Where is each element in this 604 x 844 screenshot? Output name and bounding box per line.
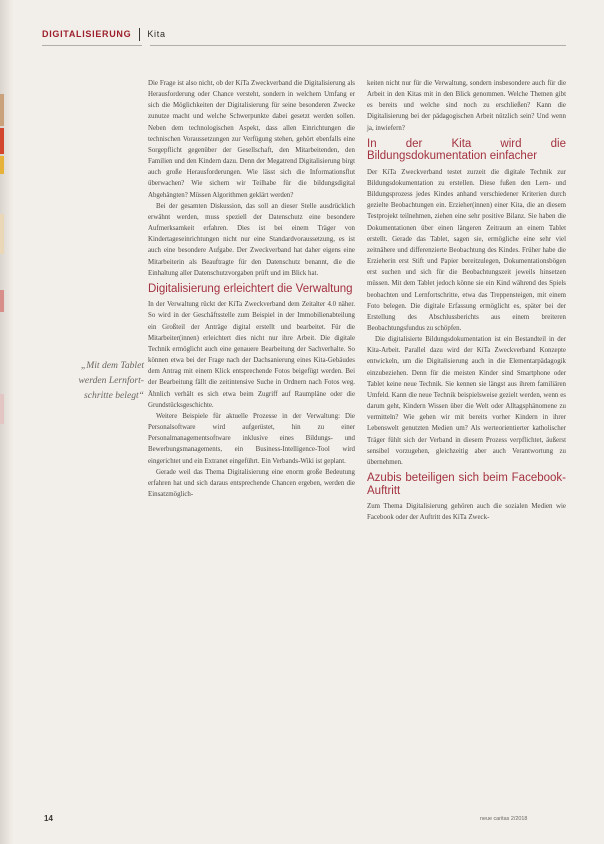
paragraph: Die Frage ist also nicht, ob der KiTa Zweckverband die Digitalisierung als Herausforderung oder Chance versteht, sondern in welchem Umfang er sich die Möglichkeiten der Digitalisierung für seine besonderen Zwecke zunutze macht und welche Schwerpunkte dabei gesetzt werden sollen. Neben dem technologischen Aspekt, dass allen Einrichtungen die technischen Voraussetzungen zur Verfügung stehen, gehört ebenfalls eine Sorgepflicht gegenüber der Gesellschaft, den Mitarbeitenden, den Familien und den Kindern dazu. Denn der Megatrend Digitalisierung birgt auch große Herausforderungen. Wie lässt sich die Informationsflut überwachen? Wie sichern wir Teilhabe für die bildungsdigital Abgehängten? Müssen Algorithmen geklärt werden? <box>148 80 355 199</box>
header-subsection: Kita <box>147 29 166 39</box>
page-number: 14 <box>44 814 53 823</box>
paragraph: Weitere Beispiele für aktuelle Prozesse in der Verwaltung: Die Personalsoftware wird aufgerüstet, hin zu einer Personalmanagementsoftware inklusive eines Bildungs- und Bewerbungsmanagements, ein Business-Intelligence-Tool wird eingerichtet und ein Extranet eingeführt. Ein Verbands-Wiki ist geplant. <box>148 412 355 465</box>
article-column-right <box>367 78 566 523</box>
header-rule-right <box>150 45 566 46</box>
paragraph: Der KiTa Zweckverband testet zurzeit die digitale Technik zur Bildungsdokumentation zu erstellen. Diese fußen den Lern- und Bildungsprozess jedes Kindes anhand verschiedener Kriterien durch gezielte Beobachtungen ein. Erzieher(innen) einer Kita, die an diesem Testprojekt teilnehmen, ziehen eine sehr positive Bilanz. Sie haben die Dokumentationen über einen längeren Zeitraum an einem Tablet erstellt. Gerade das Tablet, sagen sie, ermögliche eine sehr viel zeitnähere und differenzierte Beobachtung des Kindes. Früher habe die Erzieherin erst Stift und Papier bereitzulegen, Dokumentationsbögen erst suchen und sich für die Beobachtungszeit jeweils hinsetzen müssen. Mit dem Tablet jedoch könne sie ein Kind während des Spiels beobachten und Lernfortschritte, etwa das Treppensteigen, mit einem Foto belegen. Die digitale Erfassung ermöglicht es, später bei der Erstellung des Abschlussberichts aus einem breiteren Beobachtungsfundus zu schöpfen. <box>367 168 566 332</box>
header-section: DIGITALISIERUNG <box>42 29 132 39</box>
section-heading: Azubis beteiligen sich beim Facebook-Auftritt <box>367 472 566 497</box>
paragraph: Die digitalisierte Bildungsdokumentation ist ein Bestandteil in der Kita-Arbeit. Parallel dazu wird der KiTa Zweckverband Konzepte entwickeln, um die Digitalisierung auch in die Elementarpädagogik einzubeziehen. Denn für die meisten Kinder sind Smartphone oder Tablet keine neue Technik. Sie kennen sie längst aus ihrem familiären Umfeld. Kann die neue Technik beispielsweise gezielt werden, wenn es darum geht, Kindern Wissen über die Welt oder Alltagsphänomene zu vermitteln? Wie gehen wir mit bereits vorher Kindern in ihrer Lebenswelt genutzten Medien um? Als werteorientierter katholischer Träger fühlt sich der Verband in diesem Prozess verpflichtet, äußerst sensibel vorzugehen, gleichzeitig aber auch Verantwortung zu übernehmen. <box>367 336 566 466</box>
section-heading: Digitalisierung erleichtert die Verwaltung <box>148 282 353 295</box>
header-rule-left <box>42 45 142 46</box>
header-divider <box>139 28 140 41</box>
running-header <box>42 24 166 44</box>
paragraph: Gerade weil das Thema Digitalisierung eine enorm große Bedeutung erfahren hat und sich daraus entsprechende Chancen ergeben, werden die Einsatzmöglich- <box>148 468 355 498</box>
paragraph: Bei der gesamten Diskussion, das soll an dieser Stelle ausdrücklich erwähnt werden, muss speziell der Datenschutz eine besondere Aufmerksamkeit erfahren. Dies ist bei einem Träger von Kindertageseinrichtungen nicht nur eine Standardvoraussetzung, es ist auch eine besondere Aufgabe. Der Zweckverband hat daher eigens eine Mitarbeiterin als Beauftragte für den Datenschutz benannt, die die Einhaltung aller Datenschutzvorgaben prüft und im Blick hat. <box>148 202 355 277</box>
paragraph: In der Verwaltung rückt der KiTa Zweckverband dem Zeitalter 4.0 näher. So wird in der Geschäftsstelle zum Beispiel in der Immobilienabteilung ein Großteil der Anträge digital erstellt und bearbeitet. Für die Mitarbeiter(innen) erleichtert dies nicht nur ihre Arbeit. Die digitale Technik ermöglicht auch eine genauere Bearbeitung der Sachverhalte. So können etwa bei der Frage nach der Dachsanierung eines Kita-Gebäudes dem Antrag mit einem Klick entsprechende Fotos beigefügt werden. Bei der Bearbeitung fällt die zeitintensive Suche in Ordnern nach Fotos weg. Ähnlich verhält es sich etwa beim Zugriff auf Raumpläne oder die Grundstücksgeschichte. <box>148 301 355 409</box>
section-heading: In der Kita wird die Bildungsdokumentation einfacher <box>367 137 566 163</box>
paragraph: keiten nicht nur für die Verwaltung, sondern insbesondere auch für die Arbeit in den Kitas mit in den Blick genommen. Welche Themen gibt es bereits und welche sind noch zu erschließen? Kann die Digitalisierung bei der pädagogischen Arbeit nützlich sein? Und wenn ja, inwiefern? <box>367 80 566 132</box>
color-margin-marks <box>0 94 4 514</box>
pull-quote: „Mit dem Tablet werden Lernfort-schritte belegt“ <box>78 360 144 401</box>
magazine-footer: neue caritas 2/2018 <box>480 816 528 822</box>
paragraph: Zum Thema Digitalisierung gehören auch die sozialen Medien wie Facebook oder der Auftritt des KiTa Zweck- <box>367 503 566 522</box>
article-column-left <box>148 78 355 500</box>
